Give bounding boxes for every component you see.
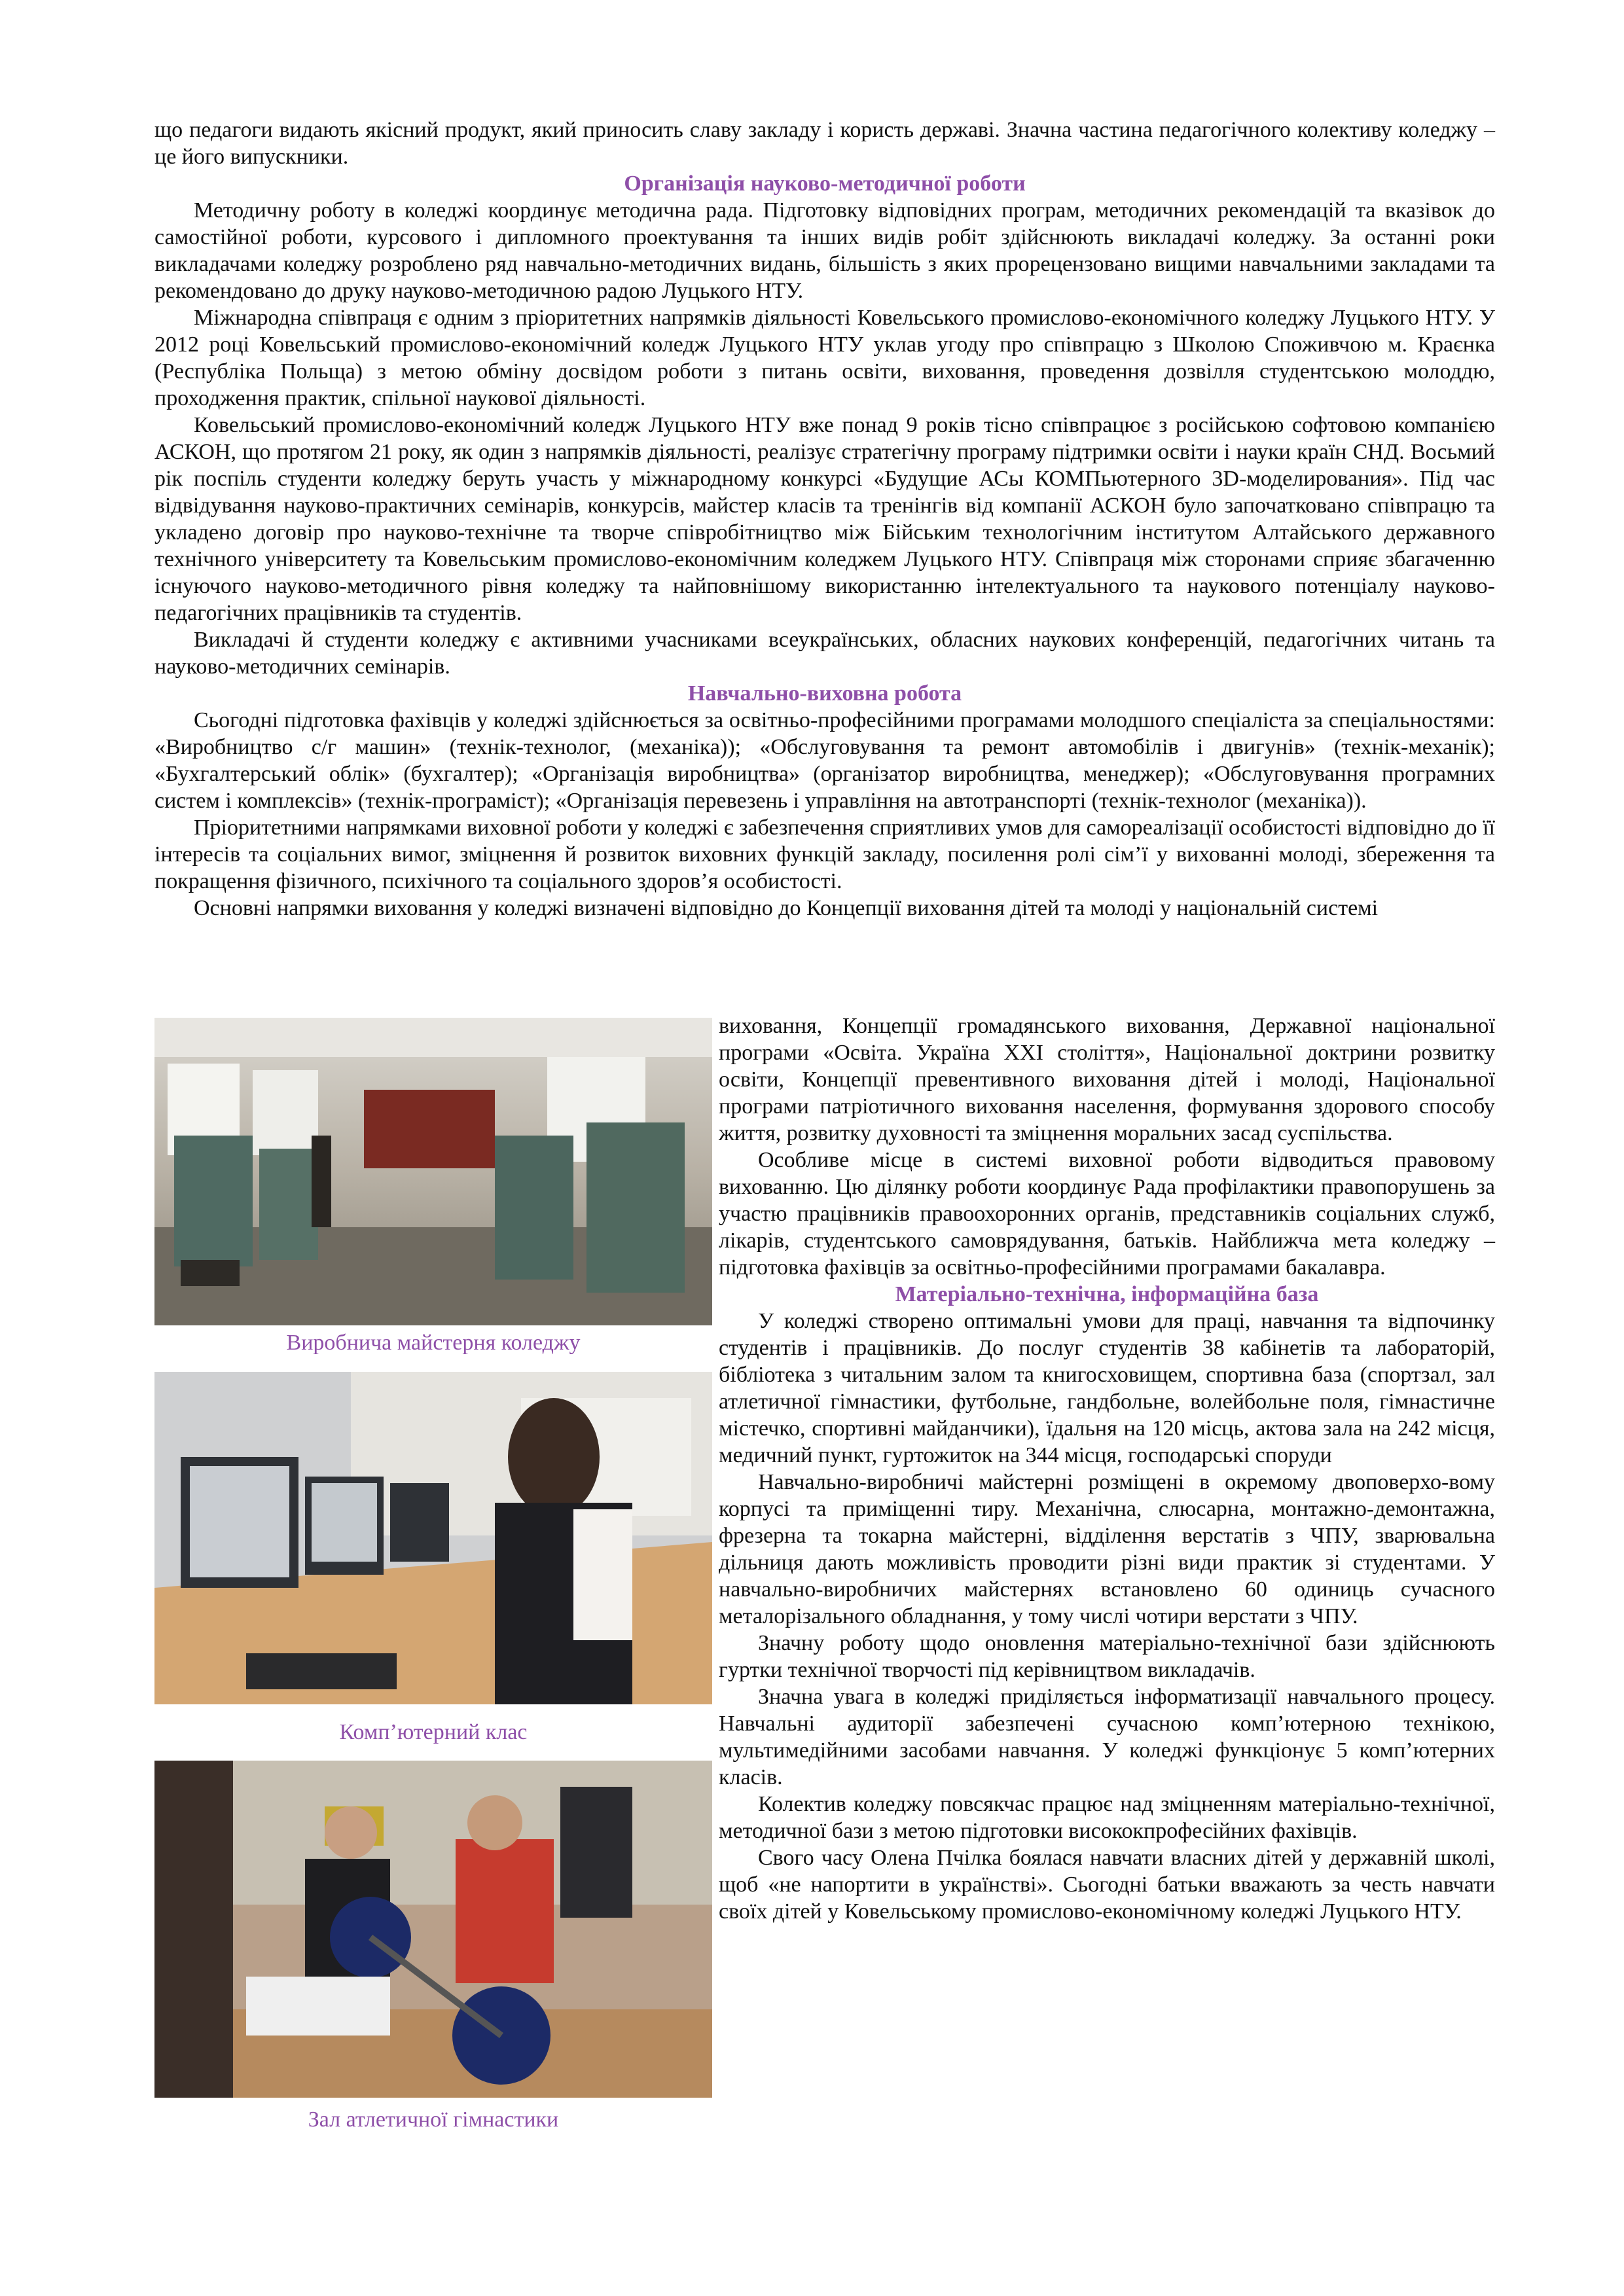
paragraph: Методичну роботу в коледжі координує методична рада. Підготовку відповідних програм, методичних рекомендацій та вказівок до самостійної роботи, курсового і дипломного проектування та інших видів робіт здійснюють викладачі коледжу. За останні роки викладачами коледжу розроблено ряд навчально-методичних видань, більшість з яких прорецензовано вищими навчальними закладами та рекомендовано до друку науково-методичною радою Луцького НТУ. bbox=[154, 198, 1495, 303]
section-heading-educational: Навчально-виховна робота bbox=[687, 681, 962, 706]
paragraph: виховання, Концепції громадянського виховання, Державної національної програми «Освіта. Україна XXI століття», Національної доктрини розвитку освіти, Концепції превентивного виховання дітей і молоді, Національної програми патріотичного виховання населення, формування здорового способу життя, розвитку духовності та зміцнення моральних засад суспільства. bbox=[719, 1014, 1495, 1145]
paragraph: Сьогодні підготовка фахівців у коледжі здійснюється за освітньо-професійними програмами молодшого спеціаліста за спеціальностями: «Виробництво с/г машин» (технік-технолог, (механіка)); «Обслуговування та ремонт автомобілів і двигунів» (технік-механік); «Бухгалтерський облік» (бухгалтер); «Організація виробництва» (організатор виробництва, менеджер); «Обслуговування програмних систем і комплексів» (технік-програміст); «Організація перевезень і управління на автотранспорті (технік-технолог (механіка)). bbox=[154, 708, 1495, 813]
paragraph: Міжнародна співпраця є одним з пріоритетних напрямків діяльності Ковельського промислово-економічного коледжу Луцького НТУ. У 2012 році Ковельський промислово-економічний коледж Луцького НТУ уклав угоду про співпрацю з Школою Споживчою м. Краєнка (Республіка Польща) з метою обміну досвідом роботи з питань освіти, виховання, проведення дозвілля студентською молоддю, проходження практик, спільної наукової діяльності. bbox=[154, 306, 1495, 410]
computer-class-caption: Комп’ютерний клас bbox=[339, 1720, 528, 1744]
right-column bbox=[719, 1013, 1495, 1925]
paragraph: Свого часу Олена Пчілка боялася навчати власних дітей у державній школі, щоб «не напортити в українстві». Сьогодні батьки вважають за честь навчати своїх дітей у Ковельському промислово-економічному коледжі Луцького НТУ. bbox=[719, 1846, 1495, 1924]
paragraph: У коледжі створено оптимальні умови для праці, навчання та відпочинку студентів і працівників. До послуг студентів 38 кабінетів та лабораторій, бібліотека з читальним залом та книгосховищем, спортивна база (спортзал, зал атлетичної гімнастики, футбольне, гандбольне, волейбольне поля, гімнастичне містечко, спортивні майданчики), їдальня на 120 місць, актова зала на 242 місця, медичний пункт, гуртожиток на 344 місця, господарські споруди bbox=[719, 1309, 1495, 1467]
paragraph: Навчально-виробничі майстерні розміщені в окремому двоповерхо-вому корпусі та приміщенні тиру. Механічна, слюсарна, монтажно-демонтажна, фрезерна та токарна майстерні, відділення верстатів з ЧПУ, зварювальна дільниця дають можливість проводити різні види практик зі студентами. У навчально-виробничих майстернях встановлено 60 одиниць сучасного металорізального обладнання, у тому числі чотири верстати з ЧПУ. bbox=[719, 1470, 1495, 1628]
paragraph: Викладачі й студенти коледжу є активними учасниками всеукраїнських, обласних наукових конференцій, педагогічних читань та науково-методичних семінарів. bbox=[154, 628, 1495, 679]
paragraph: Основні напрямки виховання у коледжі визначені відповідно до Концепції виховання дітей та молоді у національній системі bbox=[194, 896, 1379, 920]
workshop-caption: Виробнича майстерня коледжу bbox=[286, 1331, 581, 1355]
gym-photo bbox=[154, 1761, 712, 2098]
paragraph: Особливе місце в системі виховної роботи відводиться правовому вихованню. Цю ділянку роботи координує Рада профілактики правопорушень за участю працівників правоохоронних органів, представників соціальних служб, лікарів, студентського самоврядування, батьків. Найближча мета коледжу – підготовка фахівців за освітньо-професійними програмами бакалавра. bbox=[719, 1148, 1495, 1280]
intro-block bbox=[154, 117, 1495, 922]
paragraph: Ковельський промислово-економічний коледж Луцького НТУ вже понад 9 років тісно співпрацює з російською софтовою компанією АСКОН, що протягом 21 року, як один з напрямків діяльності, реалізує стратегічну програму підтримки освіти і науки країн СНД. Восьмий рік поспіль студенти коледжу беруть участь у міжнародному конкурсі «Будущие АСы КОМПьютерного 3D-моделирования». Під час відвідування науково-практичних семінарів, конкурсів, майстер класів та тренінгів від компанії АСКОН було започатковано співпрацю та укладено договір про науково-технічне та творче співробітництво між Бійським технологічним інститутом Алтайського державного технічного університету та Ковельським промислово-економічним коледжем Луцького НТУ. Співпраця між сторонами сприяє збагаченню існуючого науково-методичного рівня коледжу та найповнішому використанню інтелектуального та наукового потенціалу науково-педагогічних працівників та студентів. bbox=[154, 413, 1495, 625]
gym-caption: Зал атлетичної гімнастики bbox=[308, 2108, 559, 2132]
paragraph: Значну роботу щодо оновлення матеріально-технічної бази здійснюють гуртки технічної творчості під керівництвом викладачів. bbox=[719, 1631, 1495, 1682]
section-heading-material-base: Матеріально-технічна, інформаційна база bbox=[895, 1282, 1319, 1306]
computer-class-photo bbox=[154, 1372, 712, 1704]
section-heading-methodical: Організація науково-методичної роботи bbox=[624, 171, 1026, 196]
paragraph: Пріоритетними напрямками виховної роботи у коледжі є забезпечення сприятливих умов для самореалізації особистості відповідно до її інтересів та соціальних вимог, зміцнення й розвиток виховних функцій закладу, посилення ролі сім’ї у вихованні молоді, збереження та покращення фізичного, психічного та соціального здоров’я особистості. bbox=[154, 816, 1495, 893]
paragraph: Значна увага в коледжі приділяється інформатизації навчального процесу. Навчальні аудиторії забезпечені сучасною комп’ютерною технікою, мультимедійними засобами навчання. У коледжі функціонує 5 комп’ютерних класів. bbox=[719, 1685, 1495, 1789]
paragraph: Колектив коледжу повсякчас працює над зміцненням матеріально-технічної, методичної бази з метою підготовки висококпрофесійних фахівців. bbox=[719, 1792, 1495, 1843]
workshop-photo bbox=[154, 1018, 712, 1325]
intro-paragraph: що педагоги видають якісний продукт, який приносить славу закладу і користь державі. Значна частина педагогічного колективу коледжу – це його випускники. bbox=[154, 118, 1495, 169]
